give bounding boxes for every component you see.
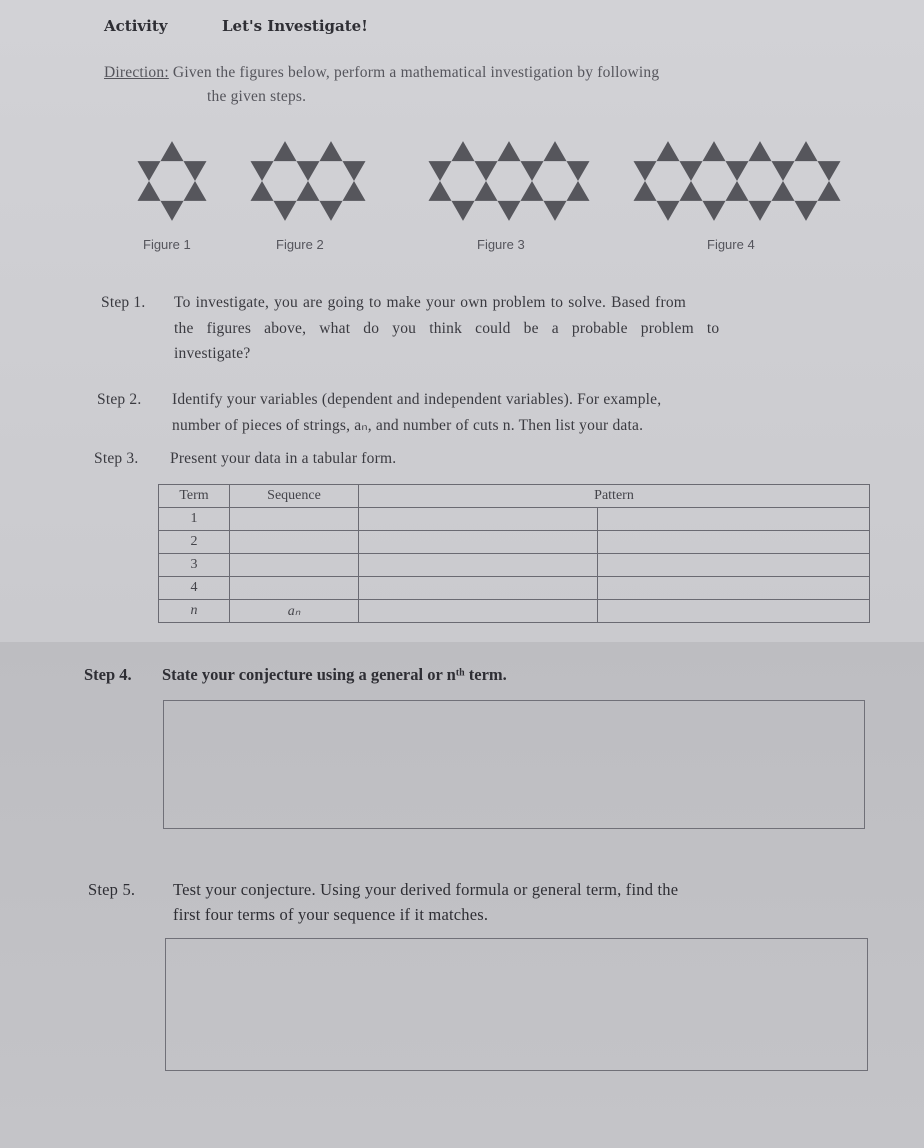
triangle-shape xyxy=(184,181,207,201)
triangle-shape xyxy=(634,181,657,201)
triangle-shape xyxy=(475,181,498,201)
table-row xyxy=(159,508,870,531)
step-3-line: Present your data in a tabular form. xyxy=(170,450,397,467)
triangle-shape xyxy=(452,201,475,221)
triangle-shape xyxy=(343,181,366,201)
sequence-cell[interactable] xyxy=(230,508,359,531)
triangle-shape xyxy=(772,181,795,201)
step-4-label: Step 4. xyxy=(84,665,132,684)
triangle-shape xyxy=(297,161,320,181)
pattern-cell[interactable] xyxy=(598,600,870,623)
step-5-label: Step 5. xyxy=(88,880,136,899)
sequence-cell[interactable] xyxy=(230,554,359,577)
table-row xyxy=(159,600,870,623)
figure-1-stars xyxy=(138,141,207,221)
triangle-shape xyxy=(452,141,475,161)
triangle-shape xyxy=(251,161,274,181)
figures-panel xyxy=(0,130,924,230)
pattern-cell[interactable] xyxy=(359,554,598,577)
triangle-shape xyxy=(498,141,521,161)
pattern-cell[interactable] xyxy=(359,531,598,554)
step-1-label: Step 1. xyxy=(101,294,146,311)
direction-label: Direction: xyxy=(104,64,169,81)
pattern-cell[interactable] xyxy=(598,554,870,577)
sequence-cell: aₙ xyxy=(230,600,359,623)
table-row xyxy=(159,554,870,577)
triangle-shape xyxy=(429,161,452,181)
triangle-shape xyxy=(138,161,161,181)
pattern-cell[interactable] xyxy=(359,600,598,623)
test-conjecture-answer-box[interactable] xyxy=(165,938,868,1071)
triangle-shape xyxy=(161,141,184,161)
triangle-shape xyxy=(297,181,320,201)
term-cell: 3 xyxy=(159,554,230,577)
triangle-shape xyxy=(343,161,366,181)
activity-title: Let's Investigate! xyxy=(222,17,368,35)
direction-text xyxy=(104,64,659,82)
triangle-shape xyxy=(274,141,297,161)
step-5-line: first four terms of your sequence if it matches. xyxy=(173,905,489,924)
triangle-shape xyxy=(703,141,726,161)
triangle-shape xyxy=(634,161,657,181)
header-sequence: Sequence xyxy=(230,485,359,508)
term-cell: 4 xyxy=(159,577,230,600)
pattern-cell[interactable] xyxy=(598,508,870,531)
triangle-shape xyxy=(657,141,680,161)
step-4-line: State your conjecture using a general or nᵗʰ term. xyxy=(162,665,507,684)
triangle-shape xyxy=(703,201,726,221)
header-term: Term xyxy=(159,485,230,508)
triangle-shape xyxy=(726,181,749,201)
triangle-shape xyxy=(138,181,161,201)
triangle-shape xyxy=(320,141,343,161)
triangle-shape xyxy=(521,181,544,201)
header-pattern: Pattern xyxy=(359,485,870,508)
step-2-label: Step 2. xyxy=(97,391,142,408)
triangle-shape xyxy=(184,161,207,181)
triangle-shape xyxy=(795,141,818,161)
triangle-shape xyxy=(521,161,544,181)
activity-label: Activity xyxy=(104,17,168,35)
step-2-line: number of pieces of strings, aₙ, and number of cuts n. Then list your data. xyxy=(172,417,644,434)
triangle-shape xyxy=(544,201,567,221)
term-cell: n xyxy=(159,600,230,623)
triangle-shape xyxy=(498,201,521,221)
triangle-shape xyxy=(429,181,452,201)
figure-4-label: Figure 4 xyxy=(707,237,755,252)
triangle-shape xyxy=(772,161,795,181)
data-table xyxy=(158,484,870,623)
triangle-shape xyxy=(795,201,818,221)
triangle-shape xyxy=(749,141,772,161)
triangle-shape xyxy=(818,181,841,201)
term-cell: 1 xyxy=(159,508,230,531)
figure-4-stars xyxy=(634,141,841,221)
triangle-shape xyxy=(567,181,590,201)
step-3-label: Step 3. xyxy=(94,450,139,467)
direction-line: the given steps. xyxy=(207,88,307,105)
triangle-shape xyxy=(274,201,297,221)
pattern-cell[interactable] xyxy=(359,577,598,600)
figure-2-stars xyxy=(251,141,366,221)
sequence-cell[interactable] xyxy=(230,577,359,600)
figure-1-label: Figure 1 xyxy=(143,237,191,252)
triangle-shape xyxy=(475,161,498,181)
triangle-shape xyxy=(251,181,274,201)
table-row xyxy=(159,531,870,554)
term-cell: 2 xyxy=(159,531,230,554)
table-header-row xyxy=(159,485,870,508)
triangle-shape xyxy=(320,201,343,221)
triangle-shape xyxy=(544,141,567,161)
figure-2-label: Figure 2 xyxy=(276,237,324,252)
figure-3-stars xyxy=(429,141,590,221)
triangle-shape xyxy=(749,201,772,221)
pattern-cell[interactable] xyxy=(598,531,870,554)
step-2-line: Identify your variables (dependent and independent variables). For example, xyxy=(172,391,662,408)
pattern-cell[interactable] xyxy=(598,577,870,600)
triangle-shape xyxy=(657,201,680,221)
step-1-line: the figures above, what do you think could be a probable problem to xyxy=(174,320,720,337)
table-row xyxy=(159,577,870,600)
conjecture-answer-box[interactable] xyxy=(163,700,865,829)
step-1-line: investigate? xyxy=(174,345,251,362)
triangle-shape xyxy=(680,181,703,201)
triangle-shape xyxy=(726,161,749,181)
triangle-shape xyxy=(161,201,184,221)
pattern-cell[interactable] xyxy=(359,508,598,531)
triangle-shape xyxy=(818,161,841,181)
sequence-cell[interactable] xyxy=(230,531,359,554)
step-1-line: To investigate, you are going to make your own problem to solve. Based from xyxy=(174,294,687,311)
step-5-line: Test your conjecture. Using your derived formula or general term, find the xyxy=(173,880,679,899)
figure-3-label: Figure 3 xyxy=(477,237,525,252)
triangle-shape xyxy=(567,161,590,181)
direction-line: Given the figures below, perform a mathematical investigation by following xyxy=(172,64,660,81)
triangle-shape xyxy=(680,161,703,181)
